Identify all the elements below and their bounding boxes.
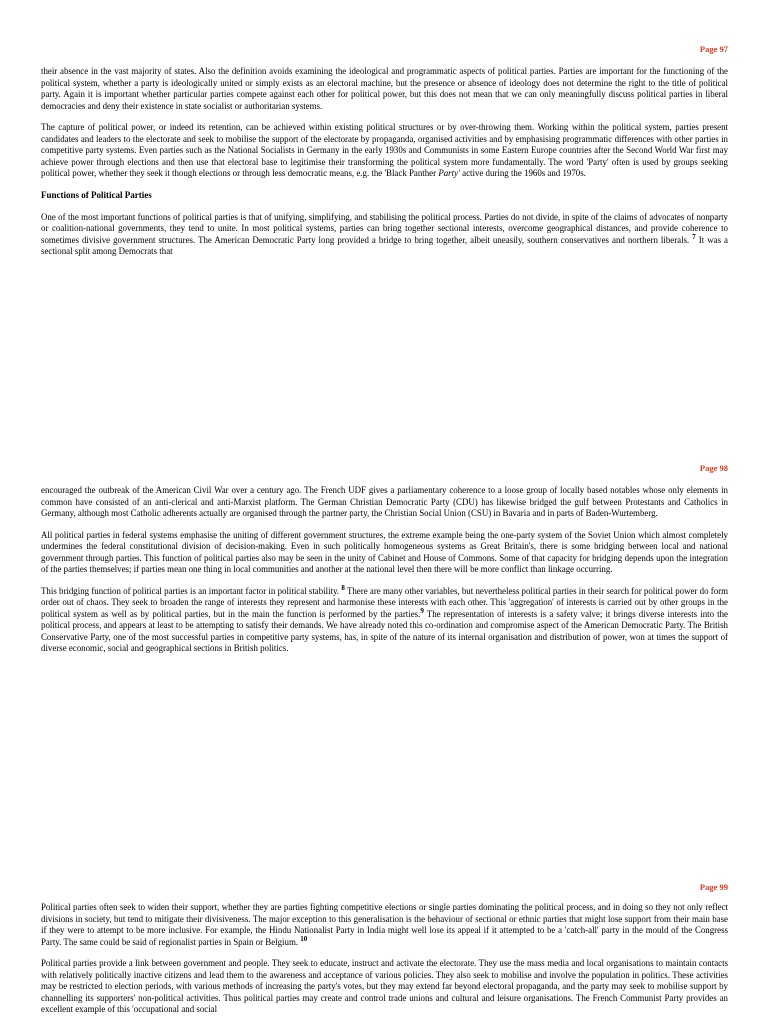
paragraph: Political parties provide a link between government and people. They seek to educate, instruct and activate the electorate. They use the mass media and local organisations to maintain contacts with relatively politically inactive citizens and lead them to the awareness and acceptance of various policies. They also seek to mobilise and involve the population in politics. These activities may be restricted to election periods, with various methods of increasing the party's votes, but they may extend far beyond electoral propaganda, and the party may seek to mobilise support by channelling its supporters' non-political activities. Thus political parties may create and control trade unions and cultural and leisure organisations. The French Communist Party provides an excellent example of this 'occupational and social bbox=[41, 958, 728, 1014]
paragraph bbox=[41, 902, 728, 948]
paragraph-text: The representation of interests is a safety valve; it brings diverse interests into the political process, and appears at least to be attempting to satisfy their demands. We have already noted this co-ordination and compromise aspect of the American Democratic Party. The British Conservative Party, one of the most successful parties in competitive party systems, has, in spite of the nature of its internal organisation and distribution of power, won at times the support of diverse economic, social and geographical sections in British politics. bbox=[41, 608, 728, 653]
paragraph bbox=[41, 583, 728, 655]
page-number: Page 97 bbox=[699, 44, 728, 54]
paragraph-text: active during the 1960s and 1970s. bbox=[459, 168, 586, 178]
paragraph bbox=[41, 212, 728, 258]
footnote-ref[interactable]: 10 bbox=[300, 934, 308, 943]
page-number: Page 99 bbox=[699, 882, 728, 892]
document-page bbox=[41, 902, 728, 1026]
footnote-ref[interactable]: 9 bbox=[420, 606, 424, 615]
paragraph-text: The capture of political power, or indeed its retention, can be achieved within existing political structures or by over-throwing them. Working within the political system, parties present candidates and leaders to the electorate and seek to mobilise the support of the electorate by propaganda, organised activities and by emphasising programmatic differences with other parties in competitive party systems. Even parties such as the National Socialists in Germany in the early 1930s and Communists in some Eastern Europe countries after the Second World War first may achieve power through elections and then use that electoral base to legitimise their transforming the political system more fundamentally. The word 'Party' often is used by groups seeking political power, whether they seek it though elections or through less democratic means, e.g. the 'Black Panther bbox=[41, 122, 728, 178]
italic-text: Party' bbox=[438, 168, 460, 178]
paragraph-text: It was a sectional split among Democrats that bbox=[41, 234, 728, 256]
paragraph: encouraged the outbreak of the American Civil War over a century ago. The French UDF gives a parliamentary coherence to a loose group of locally based notables whose only elements in common have consisted of an anti-clerical and anti-Marxist platform. The German Christian Democratic Party (CDU) has likewise bridged the gulf between Protestants and Catholics in Germany, although most Catholic adherents actually are organised through the partner party, the Christian Social Union (CSU) in Bavaria and in parts of Baden-Wurtemberg. bbox=[41, 485, 728, 518]
paragraph-text: There are many other variables, but nevertheless political parties in their search for political power do form order out of chaos. They seek to broaden the range of interests they represent and harmonise these interests with each other. This 'aggregation' of interests is carried out by other groups in the political system as well as by political parties, but in the main the function is performed by the parties. bbox=[41, 585, 728, 619]
section-heading: Functions of Political Parties bbox=[41, 189, 152, 200]
page-number: Page 98 bbox=[699, 463, 728, 473]
document-page bbox=[41, 66, 728, 268]
paragraph: All political parties in federal systems emphasise the uniting of different government structures, the extreme example being the one-party system of the Soviet Union which almost completely undermines the federal constitutional division of decision-making. Even in such politically homogeneous systems as Great Britain's, there is some bridging between local and national government through parties. This function of political parties also may be seen in the unity of Cabinet and House of Commons. Some of that capacity for bridging depends upon the integration of the parties themselves; if parties mean one thing in local communities and another at the national level then there will be more conflict than linkage occurring. bbox=[41, 529, 728, 574]
paragraph-text: This bridging function of political parties is an important factor in political stability. bbox=[41, 585, 342, 596]
footnote-ref[interactable]: 7 bbox=[692, 232, 696, 241]
footnote-ref[interactable]: 8 bbox=[341, 583, 345, 592]
paragraph: their absence in the vast majority of states. Also the definition avoids examining the ideological and programmatic aspects of political parties. Parties are important for the functioning of the political system, whether a party is ideologically united or simply exists as an electoral machine, but the presence or absence of ideology does not determine the right to the title of political party. Again it is important whether particular parties compete against each other for political power, but this does not mean that we can only meaningfully discuss political parties in liberal democracies and deny their existence in state socialist or authoritarian systems. bbox=[41, 66, 728, 111]
paragraph bbox=[41, 122, 728, 180]
paragraph-text: One of the most important functions of political parties is that of unifying, simplifying, and stabilising the political process. Parties do not divide, in spite of the claims of advocates of nonparty or coalition-national governments, they tend to unite. In most political systems, parties can bring together sectional interests, overcome geographical distances, and provide coherence to sometimes divisive government structures. The American Democratic Party long provided a bridge to bring together, albeit uneasily, southern conservatives and northern liberals. bbox=[41, 211, 728, 245]
document-page bbox=[41, 485, 728, 665]
paragraph-text: Political parties often seek to widen their support, whether they are parties fighting competitive elections or single parties dominating the political process, and in doing so they not only reflect divisions in society, but tend to mitigate their divisiveness. The major exception to this generalisation is the behaviour of sectional or ethnic parties that might lose support from their main base if they were to attempt to be more inclusive. For example, the Hindu Nationalist Party in India might well lose its appeal if it attempted to be a 'catch-all' party in the mould of the Congress Party. The same could be said of regionalist parties in Spain or Belgium. bbox=[41, 902, 728, 947]
